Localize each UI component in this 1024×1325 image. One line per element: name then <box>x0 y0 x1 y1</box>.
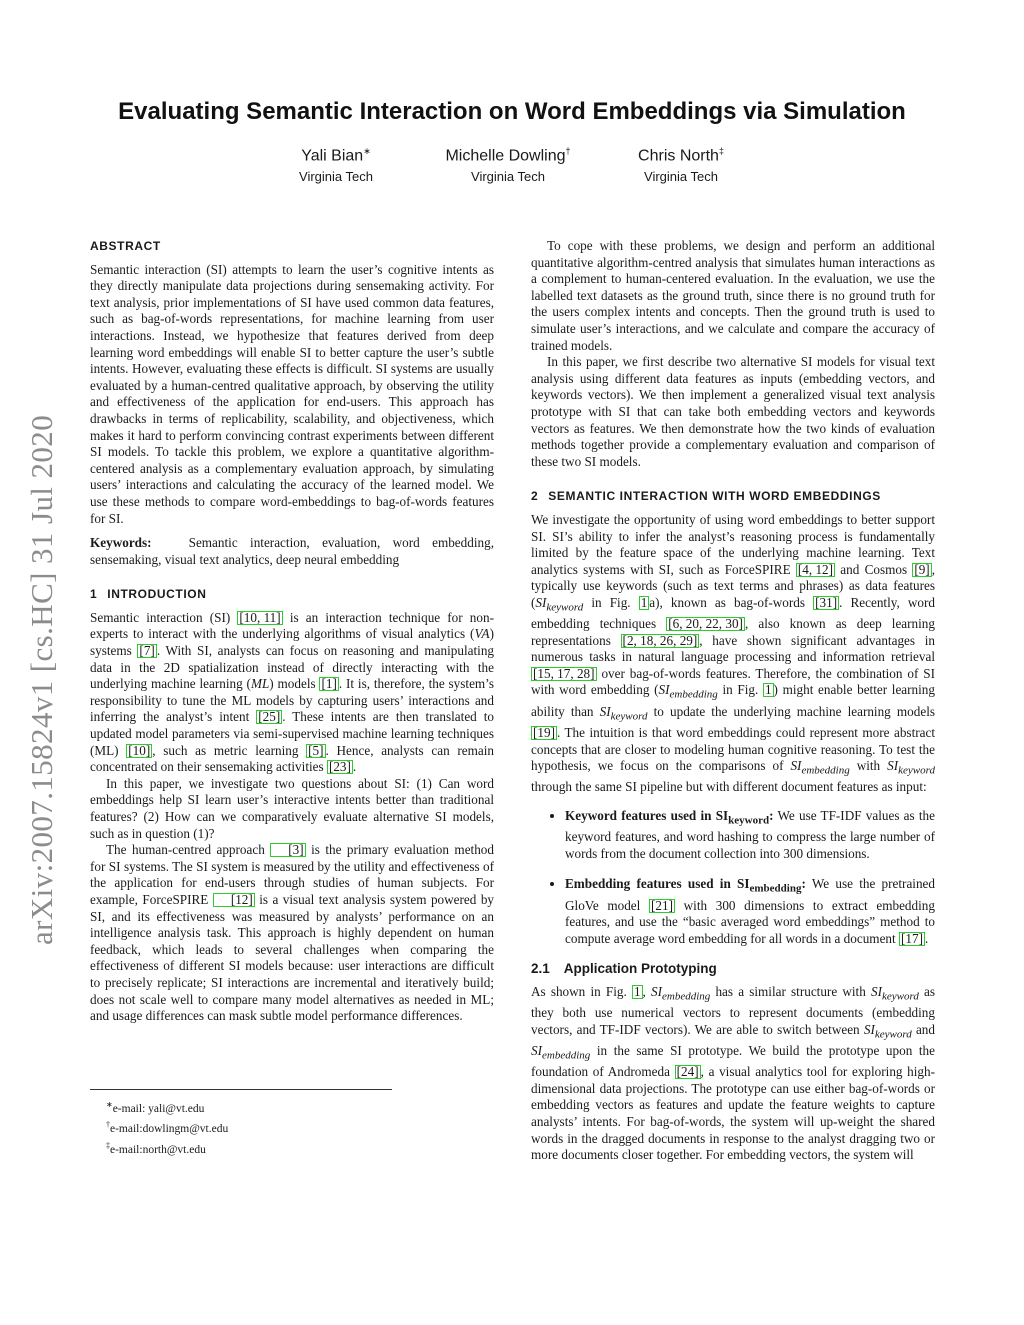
citation-link[interactable]: [23] <box>328 759 351 775</box>
list-item <box>565 808 935 862</box>
intro-paragraph-3 <box>90 842 494 1025</box>
feature-list <box>531 808 935 947</box>
list-item <box>565 876 935 947</box>
math-si: SI <box>599 703 611 719</box>
bullet-text: We use the pretrained GloVe model <box>565 876 935 913</box>
citation-link[interactable]: [7] <box>139 643 155 659</box>
footnote-text: e-mail:north@vt.edu <box>110 1143 206 1156</box>
author-name: Michelle Dowling <box>445 147 566 165</box>
section-title: Application Prototyping <box>563 961 717 977</box>
bullet-subscript: keyword <box>728 814 770 827</box>
arxiv-identifier: arXiv:2007.15824v1 [cs.HC] 31 Jul 2020 <box>24 414 59 945</box>
text-run: . With SI, analysts can focus on reasoning and manipulating data in the 2D spatialization instead of directly interacting with the underlying machine learning ( <box>90 643 495 692</box>
text-run: with <box>849 758 888 774</box>
text-run: is an interaction technique for non-experts to interact with the underlying algorithms of visual analytics ( <box>90 609 494 642</box>
author-affiliation: Virginia Tech <box>471 169 545 185</box>
text-run: to update the underlying machine learning models <box>647 703 935 719</box>
text-run: . The intuition is that word embeddings could represent more abstract concepts that are closer to modeling human cognitive reasoning. To test the hypothesis, we focus on the comparisons of <box>531 724 935 774</box>
bullet-title: Keyword features used in SI <box>565 807 729 823</box>
text-run: and <box>911 1021 935 1037</box>
math-si: SI <box>887 758 899 774</box>
footnote-text: e-mail:dowlingm@vt.edu <box>110 1123 229 1136</box>
footnote-mark: ‡ <box>106 1140 110 1150</box>
text-run: As shown in Fig. <box>531 984 632 999</box>
text-run: . Hence, analysts can remain concentrated on their sensemaking activities <box>90 742 494 775</box>
section-number: 1 <box>90 587 98 602</box>
keywords-label: Keywords: <box>90 535 152 551</box>
footnote-mark: ∗ <box>106 1100 113 1109</box>
math-si: SI <box>658 682 670 698</box>
text-run: . <box>352 759 357 775</box>
bullet-colon: : <box>769 807 774 823</box>
text-run: in Fig. <box>717 682 763 698</box>
text-run: is the primary evaluation method for SI systems. The SI system is measured by the utility and effectiveness of the application for end-users through studies of human subjects. For example, ForceSPIRE <box>90 842 494 907</box>
text-run: as they both use numerical vectors to represent documents (embedding vectors, and TF-IDF vectors). We are able to switch between <box>531 984 935 1037</box>
text-run: , also known as deep learning representations <box>531 616 935 648</box>
text-run: ML <box>250 676 270 692</box>
citation-link[interactable]: [19] <box>533 724 555 740</box>
abstract-text: Semantic interaction (SI) attempts to learn the user’s cognitive intents as they directly manipulate data projections during sensemaking activity. For text analysis, prior implementations of SI have used common data features, such as bag-of-words representations, for machine learning from user interactions. Instead, we hypothesize that features derived from deep learning word embeddings will enable SI to better capture the user’s subtle intents. However, evaluating these effects is difficult. SI systems are usually evaluated by a human-centred qualitative approach, by observing the utility and effectiveness of the application for end-users. This approach has drawbacks in terms of replicability, scalability, and objectiveness, which makes it hard to perform convincing contrast experiments between different SI models. To tackle this problem, we explore a quantitative algorithm-centered analysis as a complementary evaluation approach, by simulating users’ interactions and calculating the accuracy of the learned model. We use these methods to compare word-embeddings to bag-of-words features for SI. <box>90 261 494 526</box>
citation-link[interactable]: [24] <box>676 1064 699 1080</box>
figure-link[interactable]: 1 <box>633 984 641 999</box>
citation-link[interactable]: [2, 18, 26, 29] <box>622 632 698 648</box>
citation-link[interactable]: [9] <box>914 561 930 577</box>
author-name: Yali Bian <box>301 147 364 165</box>
citation-link[interactable]: [21] <box>650 897 673 913</box>
figure-link[interactable]: 1 <box>640 594 648 610</box>
math-subscript: embedding <box>801 764 850 777</box>
text-run: , a visual analytics tool for exploring high-dimensional data projections. The prototype can use either bag-of-words or embedding vectors as features and update the feature weights to capture analysts’ intents. For bag-of-words, the system will up-weight the shared words in the dragged documents in response to the analyst dragging two or more documents closer together. For embedding vectors, the system will <box>531 1064 935 1163</box>
text-run: . It is, therefore, the system’s responsibility to tune the ML models by capturing users’ interactions and inferring the analyst’s intent <box>90 676 494 725</box>
text-run: , typically use keywords (such as text terms and phrases) as data features ( <box>531 561 935 610</box>
citation-link[interactable]: [4, 12] <box>797 561 834 577</box>
author-affiliation: Virginia Tech <box>644 169 718 185</box>
section-2-1-heading <box>531 961 935 978</box>
text-run: , such as metric learning <box>152 742 307 758</box>
math-subscript: keyword <box>610 710 648 723</box>
footnote-text: e-mail: yali@vt.edu <box>112 1102 205 1115</box>
math-subscript: keyword <box>546 601 584 614</box>
text-run: The human-centred approach <box>106 842 271 858</box>
bullet-title: Embedding features used in SI <box>565 876 750 892</box>
math-subscript: embedding <box>542 1049 591 1062</box>
keywords-text: Semantic interaction, evaluation, word embedding, sensemaking, visual text analytics, deep neural embedding <box>90 535 494 567</box>
footnotes <box>106 1097 228 1158</box>
bullet-subscript: embedding <box>749 883 802 896</box>
citation-link[interactable]: [10] <box>128 742 151 758</box>
author-affiliation: Virginia Tech <box>299 169 373 185</box>
citation-link[interactable]: [10, 11] <box>239 609 281 625</box>
footnote-mark: † <box>106 1120 110 1130</box>
text-run: We investigate the opportunity of using word embeddings to better support SI. SI’s ability to infer the analyst’s reasoning process is fundamentally limited by the feature space of the underlying machine learning. Text analytics systems with SI, such as ForceSPIRE <box>531 511 935 577</box>
math-subscript: keyword <box>874 1028 912 1041</box>
bullet-text: . <box>924 930 929 946</box>
text-run: through the same SI pipeline but with different document features as input: <box>531 779 927 795</box>
citation-link[interactable]: [5] <box>308 742 324 758</box>
paper-title: Evaluating Semantic Interaction on Word Embeddings via Simulation <box>118 98 906 125</box>
figure-link[interactable]: 1 <box>764 682 772 698</box>
text-run: has a similar structure with <box>710 984 871 999</box>
math-si: SI <box>535 594 547 610</box>
footnote <box>106 1138 228 1158</box>
bullet-text: with 300 dimensions to extract embedding features, and use the “basic averaged word embeddings” method to compute average word embedding for all words in a document <box>565 897 935 946</box>
abstract-heading: ABSTRACT <box>90 239 161 253</box>
keywords <box>90 535 494 568</box>
text-run: in Fig. <box>583 594 639 610</box>
text-run: is a visual text analysis system powered by SI, and its effectiveness was measured by analysts’ performance on an intelligence analysis task. This approach is highly dependent on human feedback, which leads to several challenges when comparing the effectiveness of different SI models because: user interactions are difficult to precisely replicate; SI interactions are incremental and iteratively build; does not scale well to compare many model alternatives as needed in ML; and usage differences can mask subtle model performance differences. <box>90 891 495 1024</box>
math-si: SI <box>863 1021 875 1037</box>
text-run: , <box>642 984 652 999</box>
footnote <box>106 1097 228 1117</box>
citation-link[interactable]: [3] <box>270 843 305 857</box>
text-run: a), known as bag-of-words <box>649 594 814 610</box>
math-si: SI <box>870 984 882 999</box>
section-number: 2.1 <box>531 961 550 977</box>
citation-link[interactable]: [6, 20, 22, 30] <box>668 616 743 632</box>
math-si: SI <box>531 1043 542 1059</box>
citation-link[interactable]: [12] <box>213 893 255 907</box>
footnote <box>106 1117 228 1137</box>
text-run: , have shown significant advantages in numerous tasks in natural language processing and information retrieval <box>531 632 935 665</box>
section-title: INTRODUCTION <box>107 587 207 602</box>
text-run: in the same SI prototype. We build the prototype upon the foundation of Andromeda <box>531 1043 935 1080</box>
section-2-heading <box>531 488 935 505</box>
text-run: ) models <box>269 676 320 692</box>
footnote-divider <box>90 1089 392 1090</box>
citation-link[interactable]: [31] <box>815 594 838 610</box>
intro-paragraph-5: In this paper, we first describe two alternative SI models for visual text analysis using different data features as inputs (embedding vectors, and keywords vectors). We then implement a generalized visual text analysis prototype with SI that can take both embedding vectors and keywords vectors as features. We then demonstrate how the two kinds of evaluation methods together provide a complementary evaluation and comparison of these two SI models. <box>531 354 935 469</box>
bullet-colon: : <box>801 876 806 892</box>
section-2-paragraph <box>531 512 935 796</box>
text-run: ) systems <box>90 626 494 659</box>
intro-paragraph-4: To cope with these problems, we design and perform an additional quantitative algorithm-centred analysis that simulates human interactions as a complement to human-centered evaluation. In the evaluation, we use the labelled text datasets as the ground truth, since there is no ground truth for the users complex intents and concepts. Then the ground truth is used to simulate user’s interactions, and we calculate and compare the accuracy of trained models. <box>531 238 935 353</box>
author-name: Chris North <box>638 147 719 165</box>
citation-link[interactable]: [17] <box>900 930 923 946</box>
citation-link[interactable]: [15, 17, 28] <box>533 665 595 681</box>
author-mark: ∗ <box>363 146 371 156</box>
citation-link[interactable]: [25] <box>258 709 281 725</box>
intro-paragraph-2: In this paper, we investigate two questions about SI: (1) Can word embeddings help SI learn user’s interactive intents better than traditional features? (2) How can we comparatively evaluate alternative SI models, such as in question (1)? <box>90 775 494 841</box>
math-si: SI <box>651 984 663 999</box>
text-run: Semantic interaction (SI) <box>90 609 238 625</box>
text-run: . Recently, word embedding techniques <box>531 594 935 632</box>
text-run: ) might enable better learning ability than <box>531 682 935 719</box>
text-run: over bag-of-words features. Therefore, the combination of SI with word embedding ( <box>531 665 935 698</box>
text-run: and Cosmos <box>835 561 913 577</box>
math-subscript: keyword <box>881 990 919 1003</box>
author-mark: ‡ <box>718 146 724 156</box>
right-column <box>531 238 935 1164</box>
section-number: 2 <box>531 489 539 504</box>
math-subscript: keyword <box>898 764 935 777</box>
author-mark: † <box>565 146 571 156</box>
math-subscript: embedding <box>669 689 718 702</box>
left-column <box>90 238 494 1025</box>
section-title: SEMANTIC INTERACTION WITH WORD EMBEDDINGS <box>548 489 881 504</box>
math-si: SI <box>790 758 802 774</box>
math-subscript: embedding <box>662 990 711 1003</box>
bullet-text: We use TF-IDF values as the keyword features, and word hashing to compress the large number of words from the document collection into 300 dimensions. <box>565 807 935 861</box>
text-run: . These intents are then translated to updated model parameters via semi-supervised machine learning techniques (ML) <box>90 709 494 758</box>
citation-link[interactable]: [1] <box>321 676 337 692</box>
author-3 <box>571 146 791 184</box>
section-1-heading <box>90 586 494 603</box>
text-run: VA <box>474 626 490 642</box>
section-2-1-paragraph <box>531 984 935 1164</box>
intro-paragraph-1 <box>90 610 494 776</box>
